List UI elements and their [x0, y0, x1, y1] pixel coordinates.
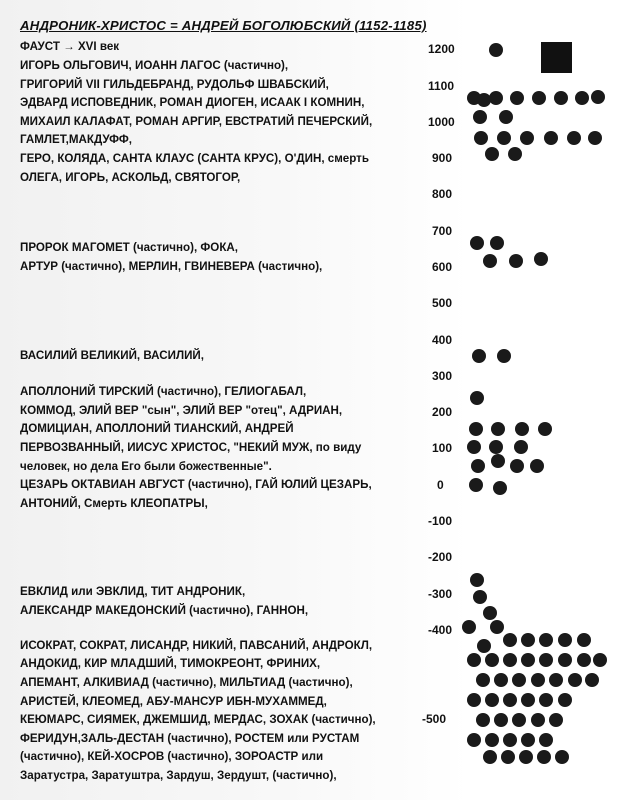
dot-year--500 [577, 653, 591, 667]
figure-list-line: ПРОРОК МАГОМЕТ (частично), ФОКА, [20, 241, 238, 254]
dot-year-600 [534, 252, 548, 266]
dot-year--500 [485, 693, 499, 707]
dot-year-600 [470, 236, 484, 250]
figure-list-line: АНТОНИЙ, Смерть КЛЕОПАТРЫ, [20, 497, 208, 510]
dot-year-600 [490, 236, 504, 250]
dot-year--500 [467, 653, 481, 667]
axis-tick-label: 800 [432, 187, 453, 201]
figure-list-line: ЦЕЗАРЬ ОКТАВИАН АВГУСТ (частично), ГАЙ ЮЛИЙ ЦЕЗАРЬ, [20, 478, 372, 491]
dot-year--500 [539, 733, 553, 747]
axis-tick-label: -400 [428, 623, 453, 637]
figure-list-line: ЭДВАРД ИСПОВЕДНИК, РОМАН ДИОГЕН, ИСААК I КОМНИН, [20, 96, 365, 109]
figure-list-line: ГЕРО, КОЛЯДА, САНТА КЛАУС (САНТА КРУС), О'ДИН, смерть [20, 152, 369, 165]
dot-year-1100 [489, 91, 503, 105]
axis-tick-label: 1100 [428, 79, 455, 93]
axis-tick-label: 700 [432, 224, 453, 238]
dot-year--500 [476, 673, 490, 687]
figure-list-line: МИХАИЛ КАЛАФАТ, РОМАН АРГИР, ЕВСТРАТИЙ ПЕЧЕРСКИЙ, [20, 115, 373, 128]
dot-year-600 [483, 254, 497, 268]
axis-tick-label: 300 [432, 369, 453, 383]
dot-year-100 [491, 454, 505, 468]
dot-year-200 [491, 422, 505, 436]
dot-year--500 [512, 673, 526, 687]
figure-list-line: АРТУР (частично), МЕРЛИН, ГВИНЕВЕРА (частично), [20, 260, 323, 273]
dot-year--500 [549, 673, 563, 687]
dot-year--500 [503, 653, 517, 667]
dot-year--500 [558, 653, 572, 667]
dot-year--500 [539, 693, 553, 707]
dot-year-100 [514, 440, 528, 454]
dot-year--500 [512, 713, 526, 727]
dot-year--500 [585, 673, 599, 687]
dot-year--400 [490, 620, 504, 634]
figure-list-line: ВАСИЛИЙ ВЕЛИКИЙ, ВАСИЛИЙ, [20, 349, 204, 362]
axis-tick-label: 600 [432, 260, 453, 274]
figure-list-line: АПОЛЛОНИЙ ТИРСКИЙ (частично), ГЕЛИОГАБАЛ, [20, 385, 307, 398]
dot-year-100 [471, 459, 485, 473]
dot-year-200 [515, 422, 529, 436]
figure-list-line: АЛЕКСАНДР МАКЕДОНСКИЙ (частично), ГАННОН, [20, 604, 309, 617]
axis-tick-label: 100 [432, 441, 453, 455]
dot-year-200 [469, 422, 483, 436]
dot-year--500 [537, 750, 551, 764]
axis-tick-label: 200 [432, 405, 453, 419]
axis-tick-label: 900 [432, 151, 453, 165]
dot-year-100 [467, 440, 481, 454]
black-square-marker [541, 42, 572, 73]
dot-year-900 [544, 131, 558, 145]
dot-year--500 [467, 733, 481, 747]
figure-list-line: ФЕРИДУН,ЗАЛЬ-ДЕСТАН (частично), РОСТЕМ или РУСТАМ [20, 732, 360, 745]
dot-year-0 [469, 478, 483, 492]
dot-year--400 [577, 633, 591, 647]
dot-year-1100 [532, 91, 546, 105]
dot-year--400 [503, 633, 517, 647]
dot-year--500 [503, 693, 517, 707]
figure-list-line: ИСОКРАТ, СОКРАТ, ЛИСАНДР, НИКИЙ, ПАВСАНИЙ, АНДРОКЛ, [20, 639, 373, 652]
page-title: АНДРОНИК-ХРИСТОС = АНДРЕЙ БОГОЛЮБСКИЙ (1152-1185) [20, 18, 427, 33]
figure-list-line: ГРИГОРИЙ VII ГИЛЬДЕБРАНД, РУДОЛЬФ ШВАБСКИЙ, [20, 78, 329, 91]
dot-year--300 [473, 590, 487, 604]
dot-year-900 [520, 131, 534, 145]
dot-year-1000 [473, 110, 487, 124]
dot-year-1100 [591, 90, 605, 104]
axis-tick-label: 1000 [428, 115, 455, 129]
dot-year--500 [521, 733, 535, 747]
dot-year-400 [497, 349, 511, 363]
dot-year--400 [539, 633, 553, 647]
figure-list-line: ГАМЛЕТ,МАКДУФФ, [20, 133, 133, 146]
axis-tick-label: -500 [422, 712, 447, 726]
dot-year--300 [483, 606, 497, 620]
dot-year--500 [568, 673, 582, 687]
axis-tick-label: -100 [428, 514, 453, 528]
dot-year--500 [494, 673, 508, 687]
axis-tick-label: 1200 [428, 42, 455, 56]
dot-year-900 [474, 131, 488, 145]
dot-year-100 [493, 481, 507, 495]
dot-year-100 [510, 459, 524, 473]
figure-list-line: Заратустра, Заратуштра, Зардуш, Зердушт, (частично), [20, 769, 337, 782]
dot-year-900 [497, 131, 511, 145]
dot-year--500 [483, 750, 497, 764]
figure-list-line: (частично), КЕЙ-ХОСРОВ (частично), ЗОРОАСТР или [20, 750, 324, 763]
figure-list-line: КЕЮМАРС, СИЯМЕК, ДЖЕМШИД, МЕРДАС, ЗОХАК (частично), [20, 713, 376, 726]
dot-year--500 [593, 653, 607, 667]
figure-list-line: КОММОД, ЭЛИЙ ВЕР "сын", ЭЛИЙ ВЕР "отец", АДРИАН, [20, 404, 343, 417]
dot-year--500 [519, 750, 533, 764]
dot-year--500 [539, 653, 553, 667]
dot-year--500 [503, 733, 517, 747]
figure-list-line: ЕВКЛИД или ЭВКЛИД, ТИТ АНДРОНИК, [20, 585, 246, 598]
dot-year-900 [588, 131, 602, 145]
dot-year-900 [485, 147, 499, 161]
dot-year-1100 [477, 93, 491, 107]
dot-year--400 [521, 633, 535, 647]
dot-year--300 [462, 620, 476, 634]
dot-year-100 [530, 459, 544, 473]
axis-tick-label: -200 [428, 550, 453, 564]
dot-year--500 [531, 673, 545, 687]
dot-year-600 [509, 254, 523, 268]
dot-year-1000 [499, 110, 513, 124]
figure-list-line: АПЕМАНТ, АЛКИВИАД (частично), МИЛЬТИАД (частично), [20, 676, 353, 689]
dot-year-400 [472, 349, 486, 363]
axis-tick-label: -300 [428, 587, 453, 601]
dot-year-200 [470, 391, 484, 405]
axis-tick-label: 500 [432, 296, 453, 310]
dot-year--400 [477, 639, 491, 653]
dot-year--500 [521, 693, 535, 707]
figure-list-line: АРИСТЕЙ, КЛЕОМЕД, АБУ-МАНСУР ИБН-МУХАММЕД, [20, 695, 327, 708]
figure-list-line: ИГОРЬ ОЛЬГОВИЧ, ИОАНН ЛАГОС (частично), [20, 59, 289, 72]
dot-year--500 [476, 713, 490, 727]
dot-year--500 [467, 693, 481, 707]
dot-year--500 [555, 750, 569, 764]
dot-year-1200 [489, 43, 503, 57]
dot-year-900 [508, 147, 522, 161]
dot-year--500 [485, 653, 499, 667]
figure-list-line: ДОМИЦИАН, АПОЛЛОНИЙ ТИАНСКИЙ, АНДРЕЙ [20, 422, 294, 435]
dot-year-900 [567, 131, 581, 145]
figure-list-line: ПЕРВОЗВАННЫЙ, ИИСУС ХРИСТОС, "НЕКИЙ МУЖ, по виду [20, 441, 362, 454]
dot-year--500 [531, 713, 545, 727]
dot-year--500 [549, 713, 563, 727]
dot-year-1100 [554, 91, 568, 105]
figure-list-line: ОЛЕГА, ИГОРЬ, АСКОЛЬД, СВЯТОГОР, [20, 171, 241, 184]
figure-list-line: человек, но дела Его были божественные". [20, 460, 272, 473]
figure-list-line: ФАУСТ → XVI век [20, 40, 120, 53]
dot-year-100 [489, 440, 503, 454]
dot-year--500 [485, 733, 499, 747]
dot-year-200 [538, 422, 552, 436]
figure-list-line: АНДОКИД, КИР МЛАДШИЙ, ТИМОКРЕОНТ, ФРИНИХ, [20, 657, 321, 670]
dot-year-1100 [575, 91, 589, 105]
dot-year--300 [470, 573, 484, 587]
dot-year--400 [558, 633, 572, 647]
dot-year--500 [558, 693, 572, 707]
dot-year--500 [501, 750, 515, 764]
axis-tick-label: 400 [432, 333, 453, 347]
axis-tick-label: 0 [437, 478, 444, 492]
dot-year--500 [494, 713, 508, 727]
dot-year--500 [521, 653, 535, 667]
dot-year-1100 [510, 91, 524, 105]
